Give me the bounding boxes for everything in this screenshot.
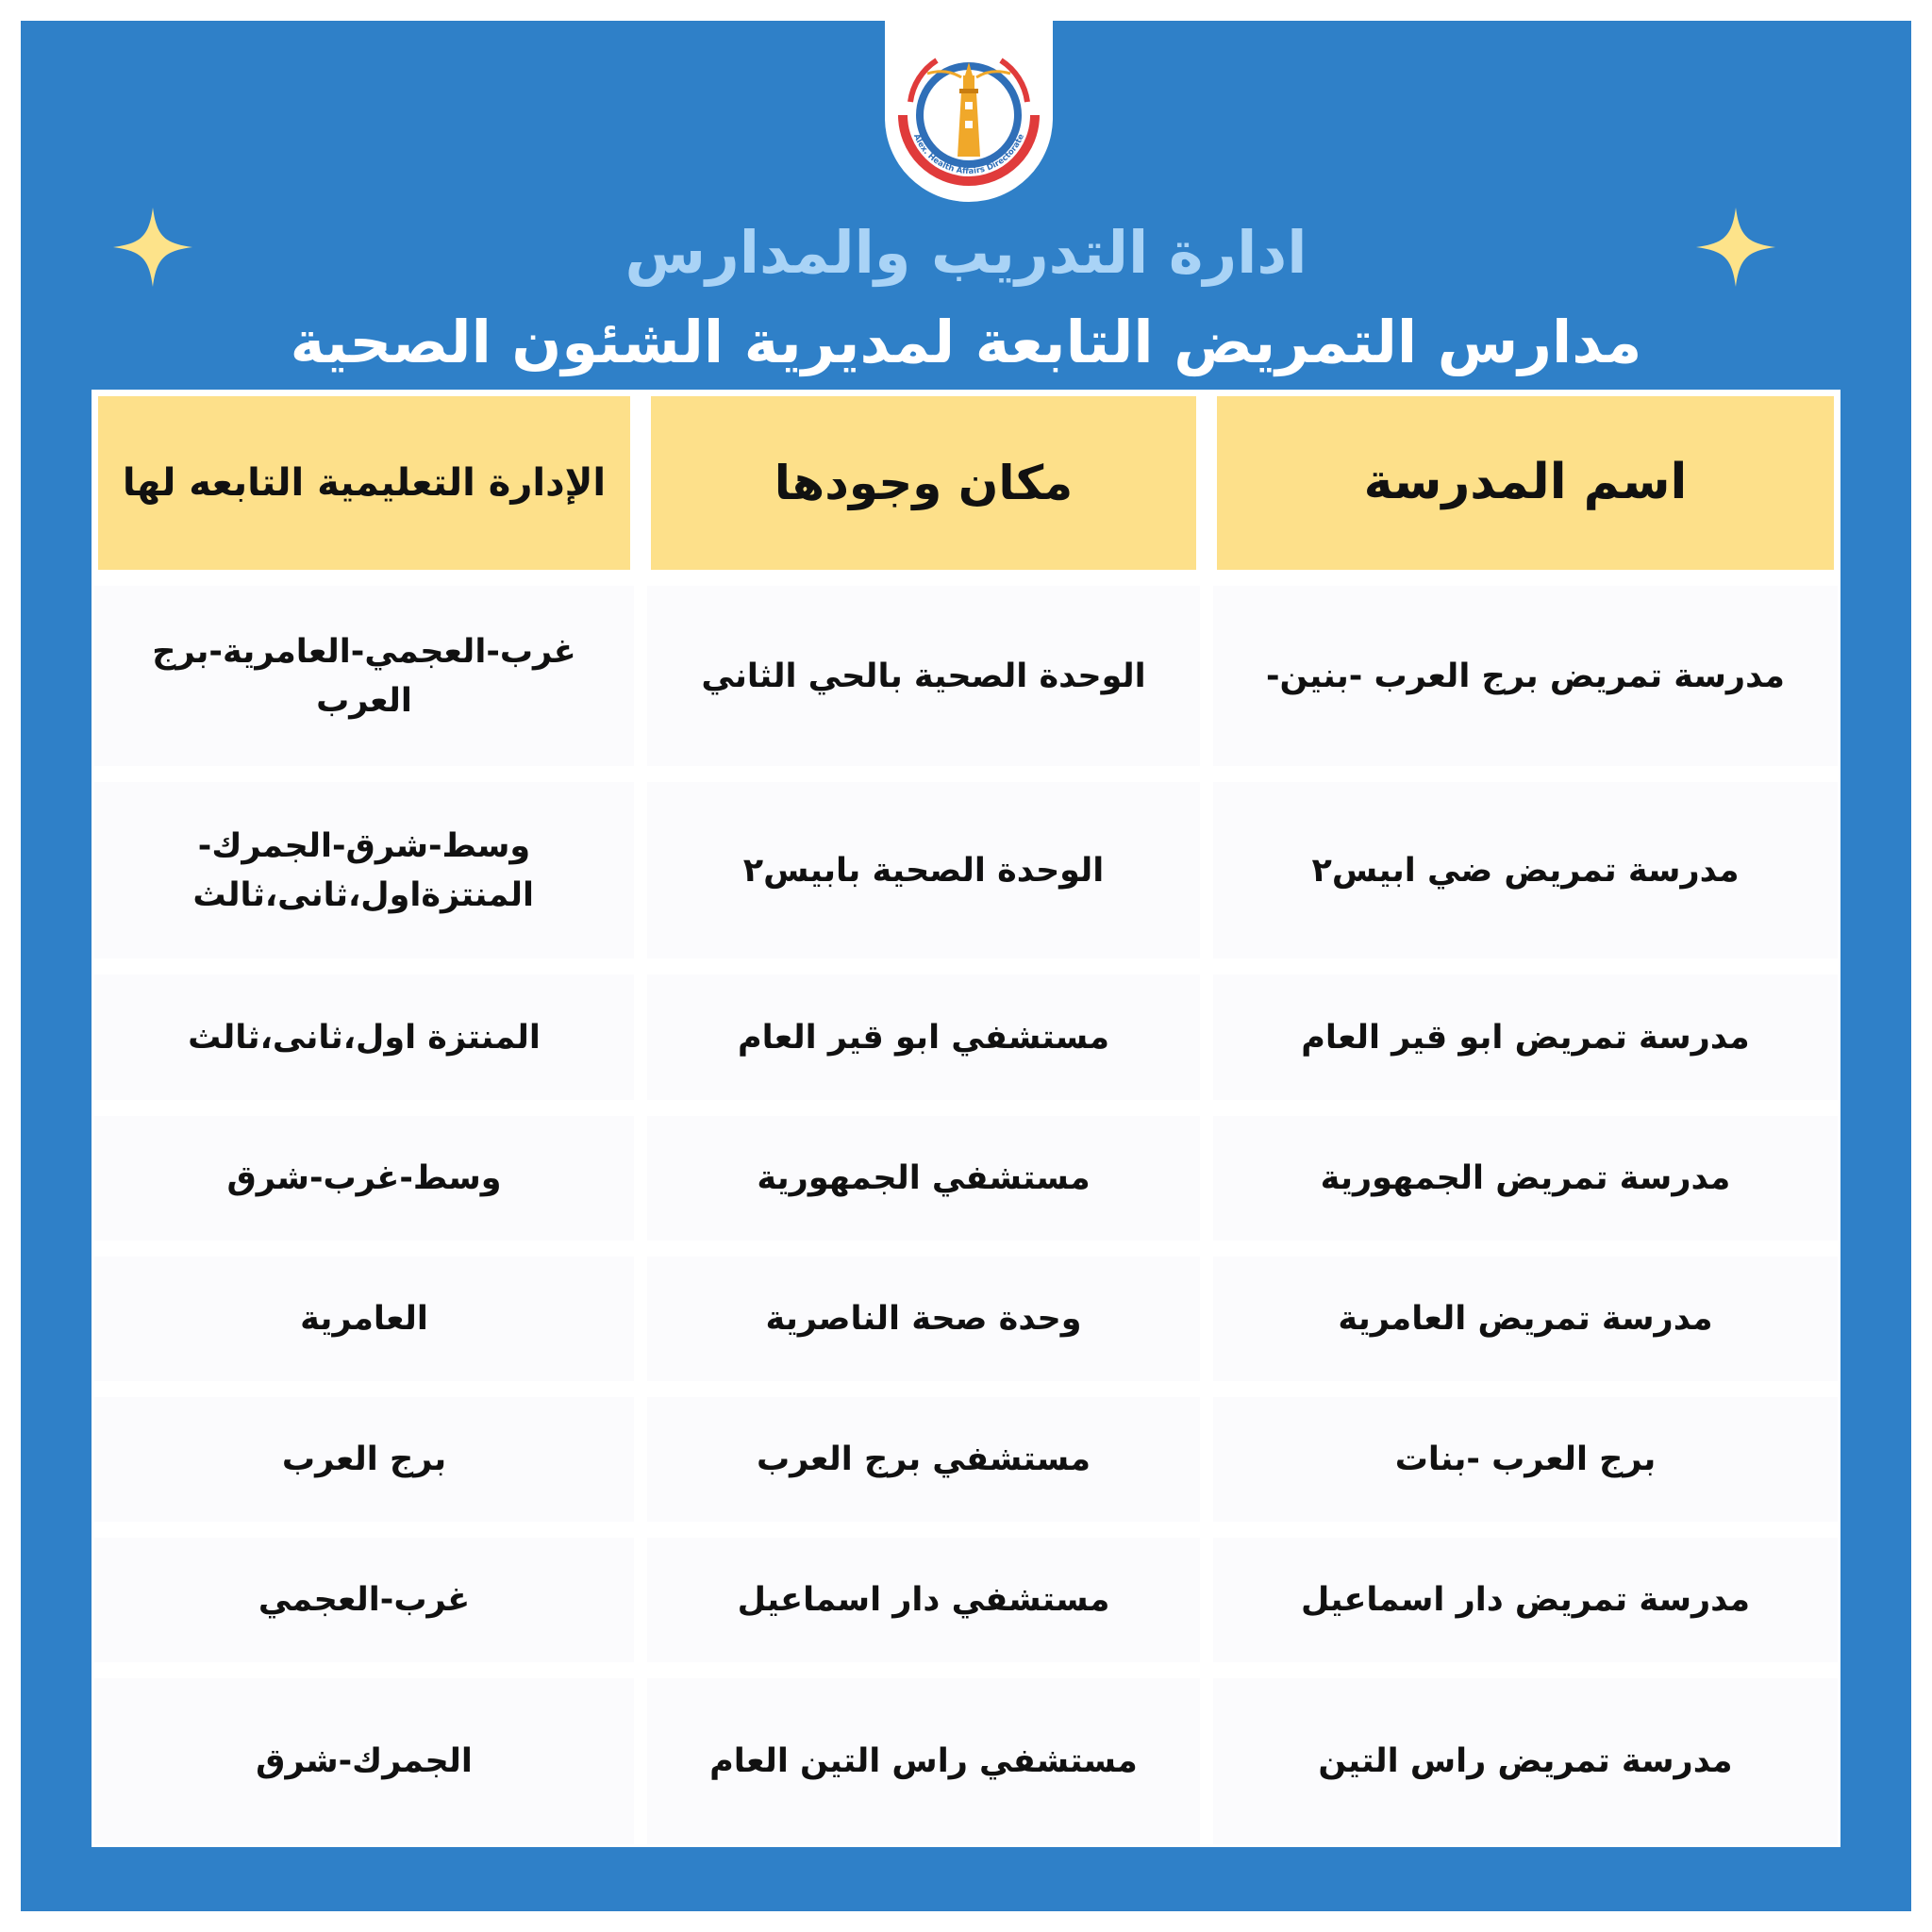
table-cell-school-name: مدرسة تمريض الجمهورية [1213,1116,1838,1241]
table-cell-location: مستشفي الجمهورية [647,1116,1200,1241]
table-cell-location: مستشفي دار اسماعيل [647,1538,1200,1662]
column-header-education-administration: الإدارة التعليمية التابعه لها [98,396,630,570]
table-cell-school-name: مدرسة تمريض دار اسماعيل [1213,1538,1838,1662]
table-cell-location: وحدة صحة الناصرية [647,1257,1200,1381]
table-cell-education-administration: غرب-العجمي [94,1538,634,1662]
logo-text-en: Alex. Health Affairs Directorate [910,132,1027,177]
table-cell-education-administration: وسط-غرب-شرق [94,1116,634,1241]
schools-table [92,390,1840,1847]
health-directorate-logo-icon [890,36,1048,194]
table-cell-location: مستشفي ابو قير العام [647,974,1200,1100]
table-cell-location: مستشفي برج العرب [647,1397,1200,1522]
table-cell-location: الوحدة الصحية بابيس٢ [647,782,1200,958]
table-cell-education-administration: غرب-العجمي-العامرية-برج العرب [94,586,634,766]
page-title: مدارس التمريض التابعة لمديرية الشئون الصحية [290,308,1642,376]
department-title: ادارة التدريب والمدارس [625,218,1307,287]
table-cell-school-name: مدرسة تمريض راس التين [1213,1678,1838,1844]
table-cell-education-administration: برج العرب [94,1397,634,1522]
table-cell-education-administration: المنتزة اول،ثانى،ثالث [94,974,634,1100]
column-header-school-name: اسم المدرسة [1217,396,1834,570]
table-cell-education-administration: وسط-شرق-الجمرك-المنتزةاول،ثانى،ثالث [94,782,634,958]
column-header-location: مكان وجودها [651,396,1196,570]
table-cell-education-administration: العامرية [94,1257,634,1381]
table-cell-school-name: مدرسة تمريض ابو قير العام [1213,974,1838,1100]
table-cell-location: الوحدة الصحية بالحي الثاني [647,586,1200,766]
table-cell-school-name: مدرسة تمريض العامرية [1213,1257,1838,1381]
table-cell-location: مستشفي راس التين العام [647,1678,1200,1844]
table-cell-school-name: برج العرب -بنات [1213,1397,1838,1522]
table-cell-school-name: مدرسة تمريض برج العرب -بنين- [1213,586,1838,766]
table-cell-education-administration: الجمرك-شرق [94,1678,634,1844]
table-cell-school-name: مدرسة تمريض ضي ابيس٢ [1213,782,1838,958]
